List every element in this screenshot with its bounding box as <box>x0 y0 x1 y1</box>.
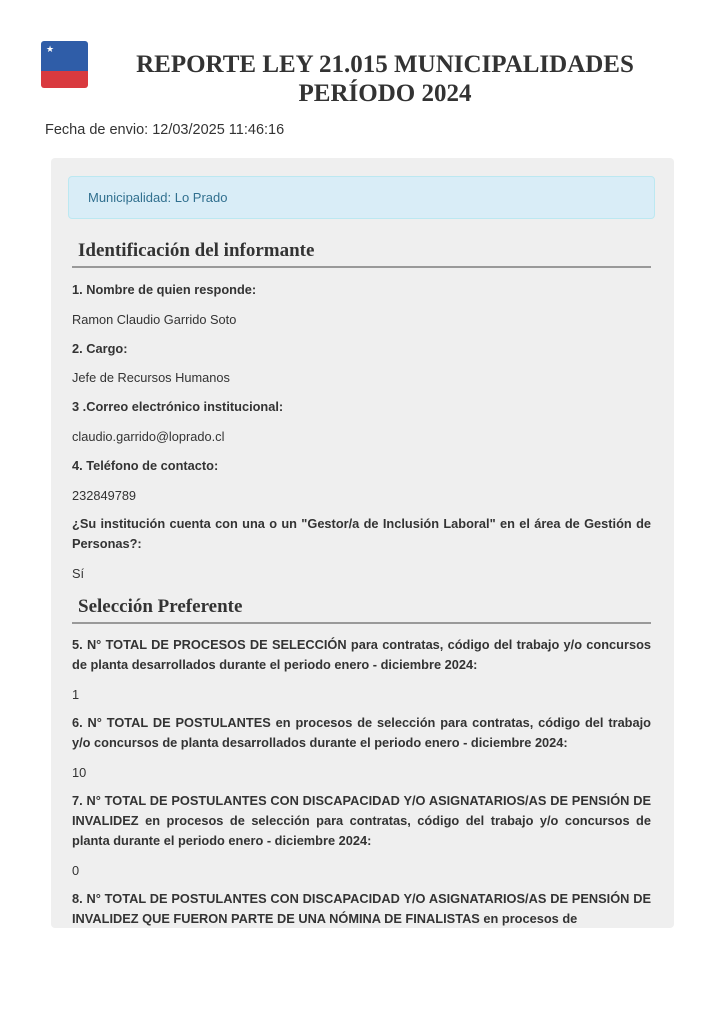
report-panel <box>51 158 674 928</box>
section-divider <box>72 622 651 624</box>
logo-star-icon: ★ <box>46 44 55 54</box>
answer-6: 10 <box>72 765 87 780</box>
section-divider <box>72 266 651 268</box>
section-heading-identificacion: Identificación del informante <box>78 240 315 261</box>
question-7: 7. N° TOTAL DE POSTULANTES CON DISCAPACIDAD Y/O ASIGNATARIOS/AS DE PENSIÓN DE INVALIDEZ en procesos de selección para contratas, código del trabajo y/o concursos de planta durante el periodo enero - diciembre 2024: <box>72 793 651 848</box>
answer-2: Jefe de Recursos Humanos <box>72 370 230 385</box>
question-4: 4. Teléfono de contacto: <box>72 458 219 473</box>
answer-5: 1 <box>72 687 80 702</box>
title-line-1: REPORTE LEY 21.015 MUNICIPALIDADES <box>136 51 634 78</box>
report-title <box>100 50 670 108</box>
question-1: 1. Nombre de quien responde: <box>72 282 257 297</box>
answer-3: claudio.garrido@loprado.cl <box>72 429 225 444</box>
section-heading-seleccion: Selección Preferente <box>78 596 243 617</box>
question-3: 3 .Correo electrónico institucional: <box>72 399 284 414</box>
senadis-logo <box>41 41 88 88</box>
answer-7: 0 <box>72 863 80 878</box>
question-6: 6. N° TOTAL DE POSTULANTES en procesos de selección para contratas, código del trabajo y/o concursos de planta desarrollados durante el periodo enero - diciembre 2024: <box>72 715 651 750</box>
question-5: 5. N° TOTAL DE PROCESOS DE SELECCIÓN para contratas, código del trabajo y/o concursos de planta desarrollados durante el periodo enero - diciembre 2024: <box>72 637 651 672</box>
answer-4: 232849789 <box>72 488 137 503</box>
question-2: 2. Cargo: <box>72 341 128 356</box>
logo-red-band <box>41 71 88 88</box>
answer-gestor: Sí <box>72 566 85 581</box>
municipalidad-alert: Municipalidad: Lo Prado <box>68 176 655 219</box>
fecha-envio: Fecha de envio: 12/03/2025 11:46:16 <box>45 122 285 138</box>
title-line-2: PERÍODO 2024 <box>298 80 472 107</box>
question-8: 8. N° TOTAL DE POSTULANTES CON DISCAPACIDAD Y/O ASIGNATARIOS/AS DE PENSIÓN DE INVALIDEZ QUE FUERON PARTE DE UNA NÓMINA DE FINALISTAS en procesos de <box>72 891 651 926</box>
question-gestor: ¿Su institución cuenta con una o un "Gestor/a de Inclusión Laboral" en el área de Gestión de Personas?: <box>72 516 651 551</box>
answer-1: Ramon Claudio Garrido Soto <box>72 312 237 327</box>
